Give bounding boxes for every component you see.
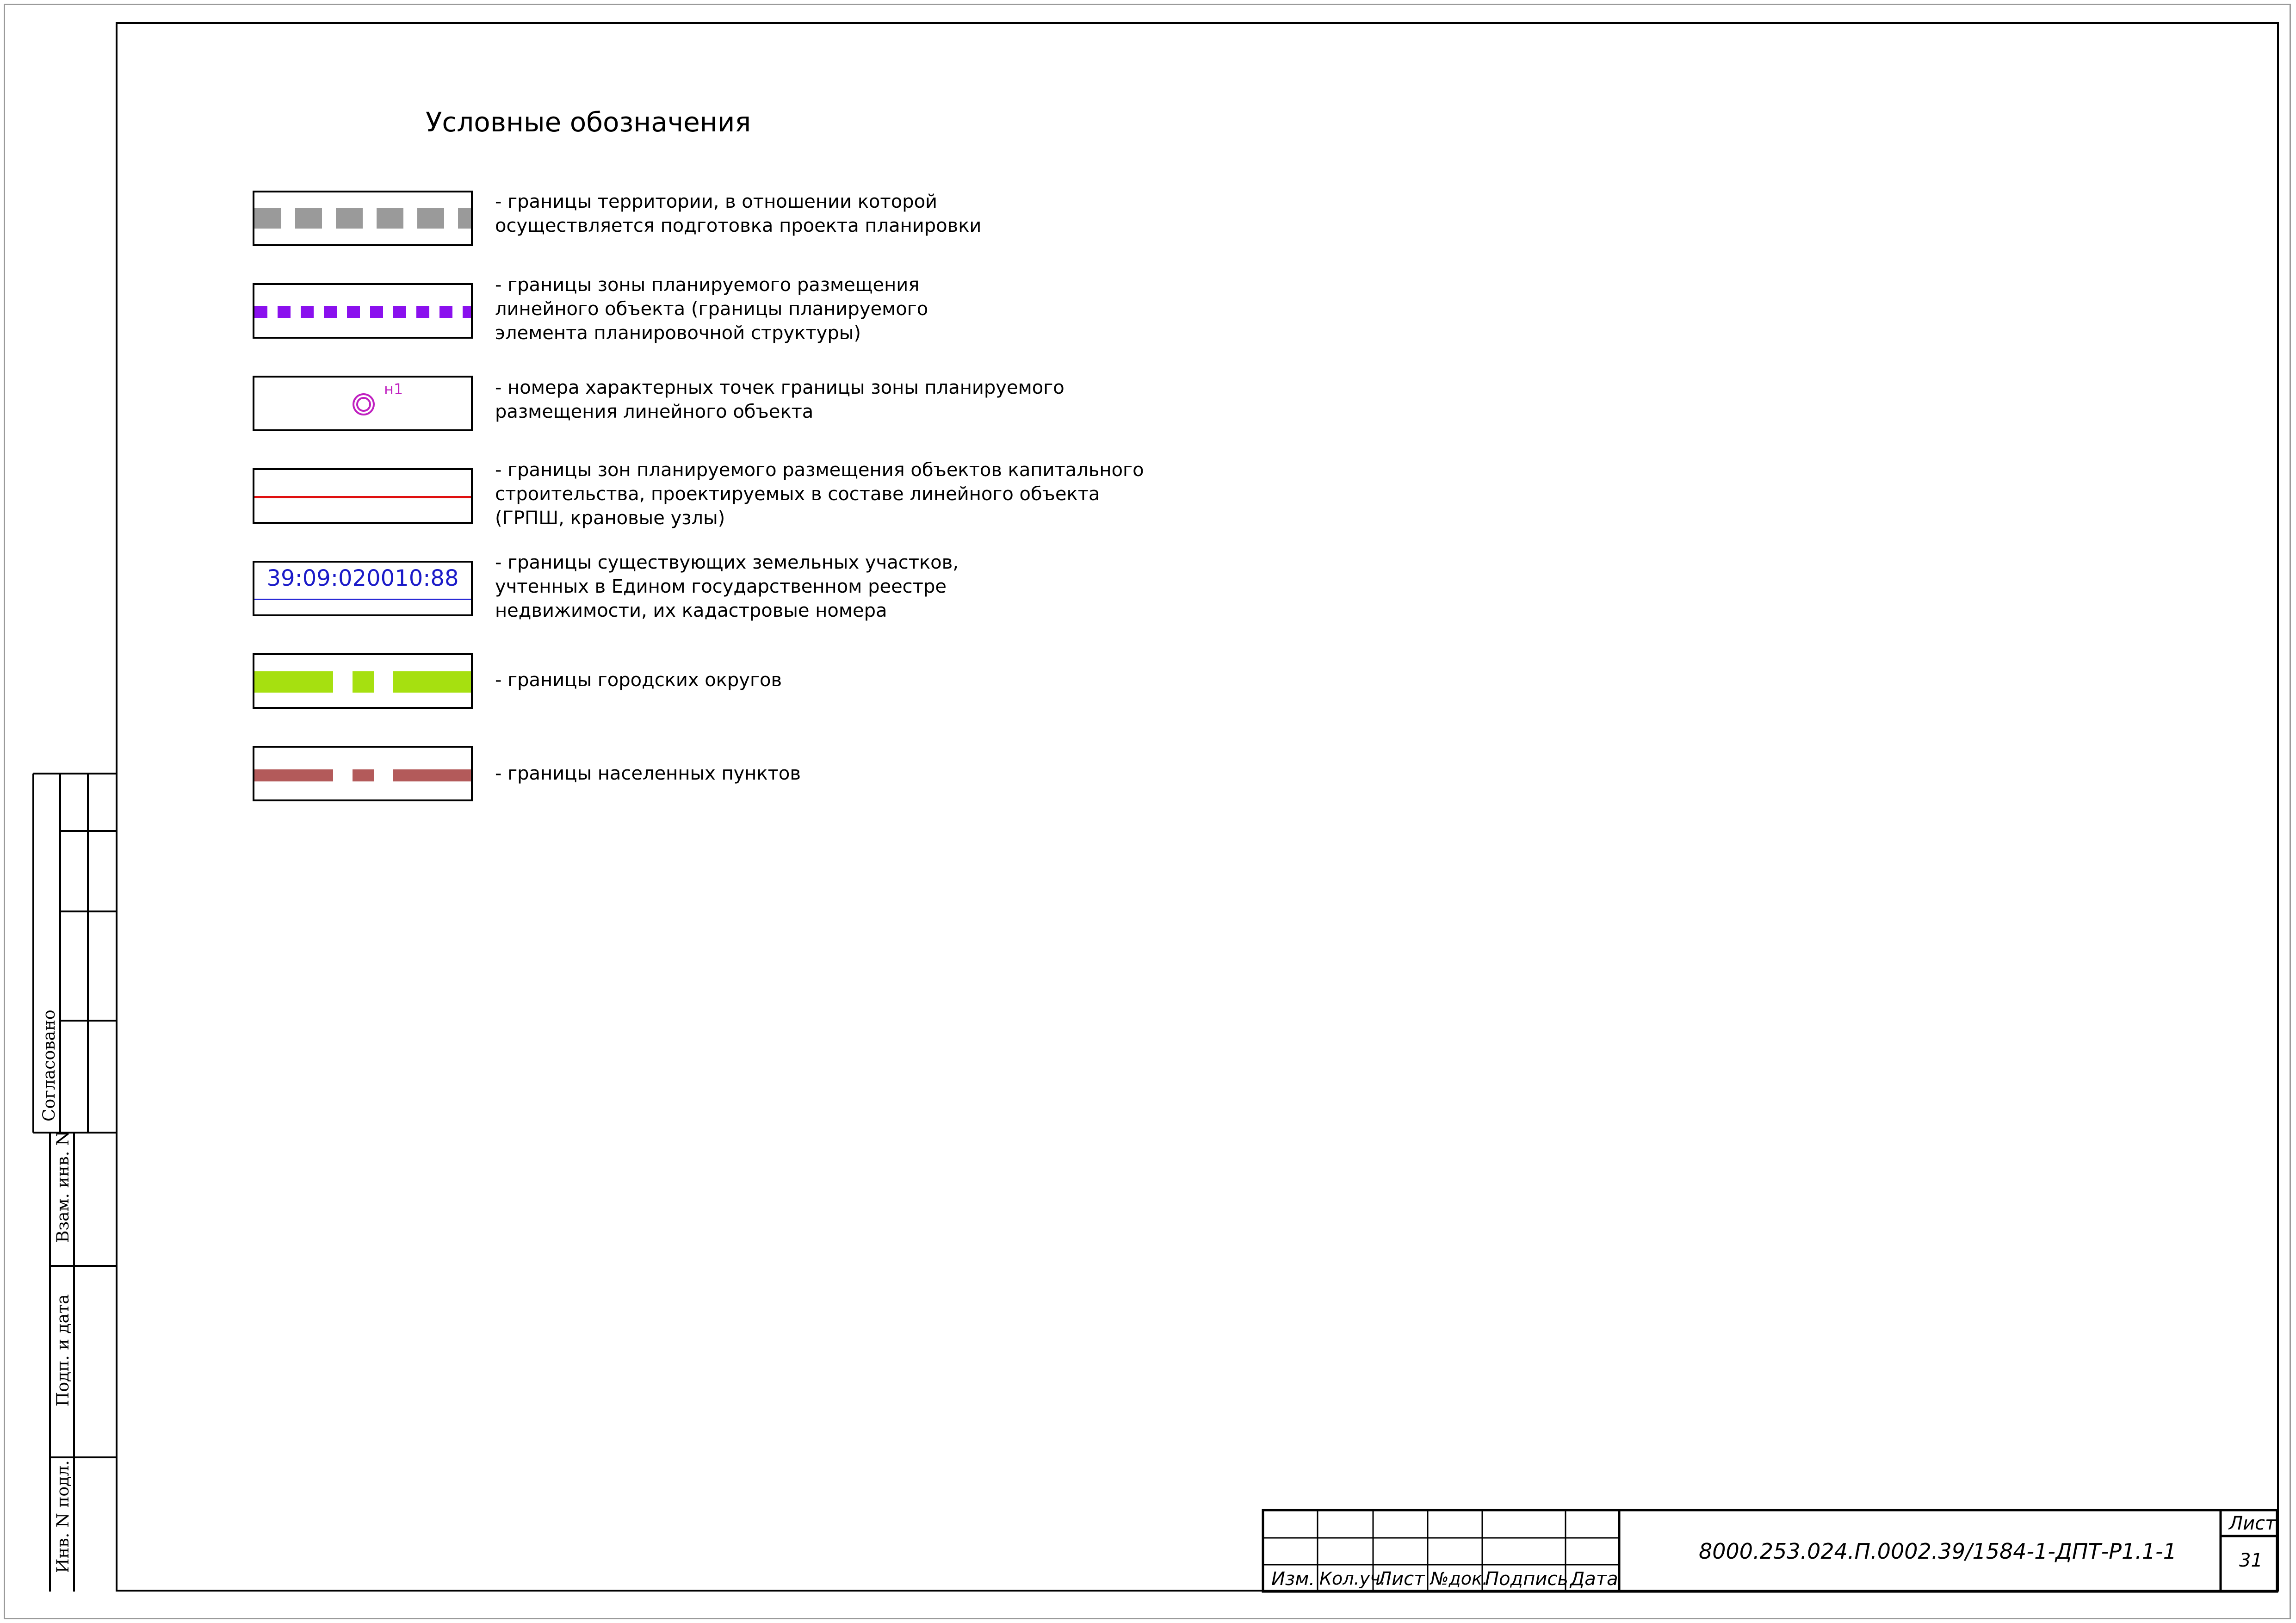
inv-orig-label: Инв. N подл.: [54, 1460, 73, 1573]
agreed-label: Согласовано: [40, 1010, 59, 1121]
legend-line: учтенных в Едином государственном реестре: [495, 576, 947, 597]
sheet-number: 31: [2239, 1550, 2263, 1571]
col-data: Дата: [1570, 1568, 1618, 1590]
legend-line: строительства, проектируемых в составе линейного объекта: [495, 483, 1100, 505]
legend-line: осуществляется подготовка проекта планировки: [495, 215, 982, 236]
legend-line: элемента планировочной структуры): [495, 322, 861, 344]
legend-line: - границы населенных пунктов: [495, 763, 801, 784]
document-code: 8000.253.024.П.0002.39/1584-1-ДПТ-Р1.1-1: [1699, 1539, 2177, 1564]
page-title: Условные обозначения: [426, 106, 751, 138]
legend-line: - границы зоны планируемого размещения: [495, 274, 920, 296]
legend-line: - границы территории, в отношении которой: [495, 191, 938, 212]
cadastral-number: 39:09:020010:88: [266, 565, 459, 591]
legend-line: - границы зон планируемого размещения объектов капитального: [495, 459, 1144, 481]
col-podpis: Подпись: [1485, 1568, 1568, 1590]
replace-inv-label: Взам. инв. N: [54, 1131, 73, 1243]
col-ndok: №док.: [1430, 1568, 1488, 1589]
legend-line: размещения линейного объекта: [495, 401, 814, 422]
legend-line: - границы существующих земельных участков,: [495, 552, 959, 573]
col-izm: Изм.: [1271, 1568, 1315, 1590]
legend-line: линейного объекта (границы планируемого: [495, 298, 928, 320]
col-kol-uch: Кол.уч.: [1319, 1568, 1386, 1589]
legend-line: недвижимости, их кадастровые номера: [495, 600, 887, 621]
point-number-label: н1: [384, 380, 403, 398]
sheet-label: Лист: [2229, 1513, 2276, 1534]
col-list: Лист: [1378, 1568, 1425, 1590]
sign-date-label: Подп. и дата: [54, 1294, 73, 1406]
legend-line: (ГРПШ, крановые узлы): [495, 508, 725, 529]
legend-line: - номера характерных точек границы зоны планируемого: [495, 377, 1064, 398]
legend-line: - границы городских округов: [495, 669, 782, 691]
